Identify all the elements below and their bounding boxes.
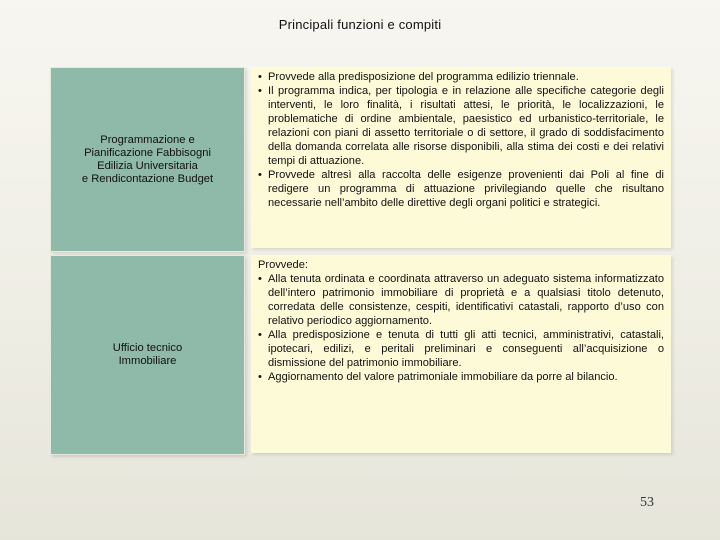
page-number: 53 xyxy=(640,495,654,510)
office-label-line: Ufficio tecnico xyxy=(112,342,183,354)
duty-item: • Provvede alla predisposizione del programma edilizio triennale. xyxy=(258,70,664,84)
duty-item: • Provvede altresì alla raccolta delle esigenze provenienti dai Poli al fine di redigere un programma di attuazione privilegiando quelle che risultano necessarie nell’ambito delle direttive degli organi politici e strategici. xyxy=(258,168,664,210)
duties-list xyxy=(258,70,664,210)
duty-item: • Alla tenuta ordinata e coordinata attraverso un adeguato sistema informatizzato dell’intero patrimonio immobiliare di proprietà e a qualsiasi titolo detenuto, corredata delle consistenze, cespiti, identificativi catastali, rapporto d’uso con relativo periodico aggiornamento. xyxy=(258,272,664,328)
function-row-ufficio-tecnico xyxy=(47,253,672,455)
slide-title: Principali funzioni e compiti xyxy=(278,17,442,32)
duty-item: • Alla predisposizione e tenuta di tutti gli atti tecnici, amministrativi, catastali, ipotecari, edilizi, e peritali preliminari e conseguenti all’acquisizione o dismissione del patrimonio immobiliare. xyxy=(258,328,664,370)
office-label-line: e Rendicontazione Budget xyxy=(81,172,214,185)
office-label-line: Pianificazione Fabbisogni xyxy=(84,146,211,159)
duties-intro: Provvede: xyxy=(258,259,308,271)
office-label-line: Programmazione e xyxy=(100,133,195,146)
function-row-programmazione xyxy=(47,65,672,253)
office-label-box xyxy=(50,67,245,252)
duty-item: • Aggiornamento del valore patrimoniale immobiliare da porre al bilancio. xyxy=(258,370,664,384)
office-label xyxy=(82,134,213,186)
duties-box xyxy=(251,67,671,248)
duties-list xyxy=(258,272,664,384)
office-label-line: Edilizia Universitaria xyxy=(97,159,198,172)
duties-box xyxy=(251,255,671,453)
duty-item: • Il programma indica, per tipologia e in relazione alle specifiche categorie degli interventi, le loro finalità, i risultati attesi, le priorità, le localizzazioni, le problematiche di ordine ambientale, paesistico ed urbanistico-territoriale, le relazioni con piani di assetto territoriale o di settore, il grado di soddisfacimento della domanda correlata alle risorse disponibili, alla stima dei costi e dei relativi tempi di attuazione. xyxy=(258,84,664,168)
office-label xyxy=(113,342,182,368)
office-label-box xyxy=(50,255,245,455)
office-label-line: Immobiliare xyxy=(118,355,177,367)
